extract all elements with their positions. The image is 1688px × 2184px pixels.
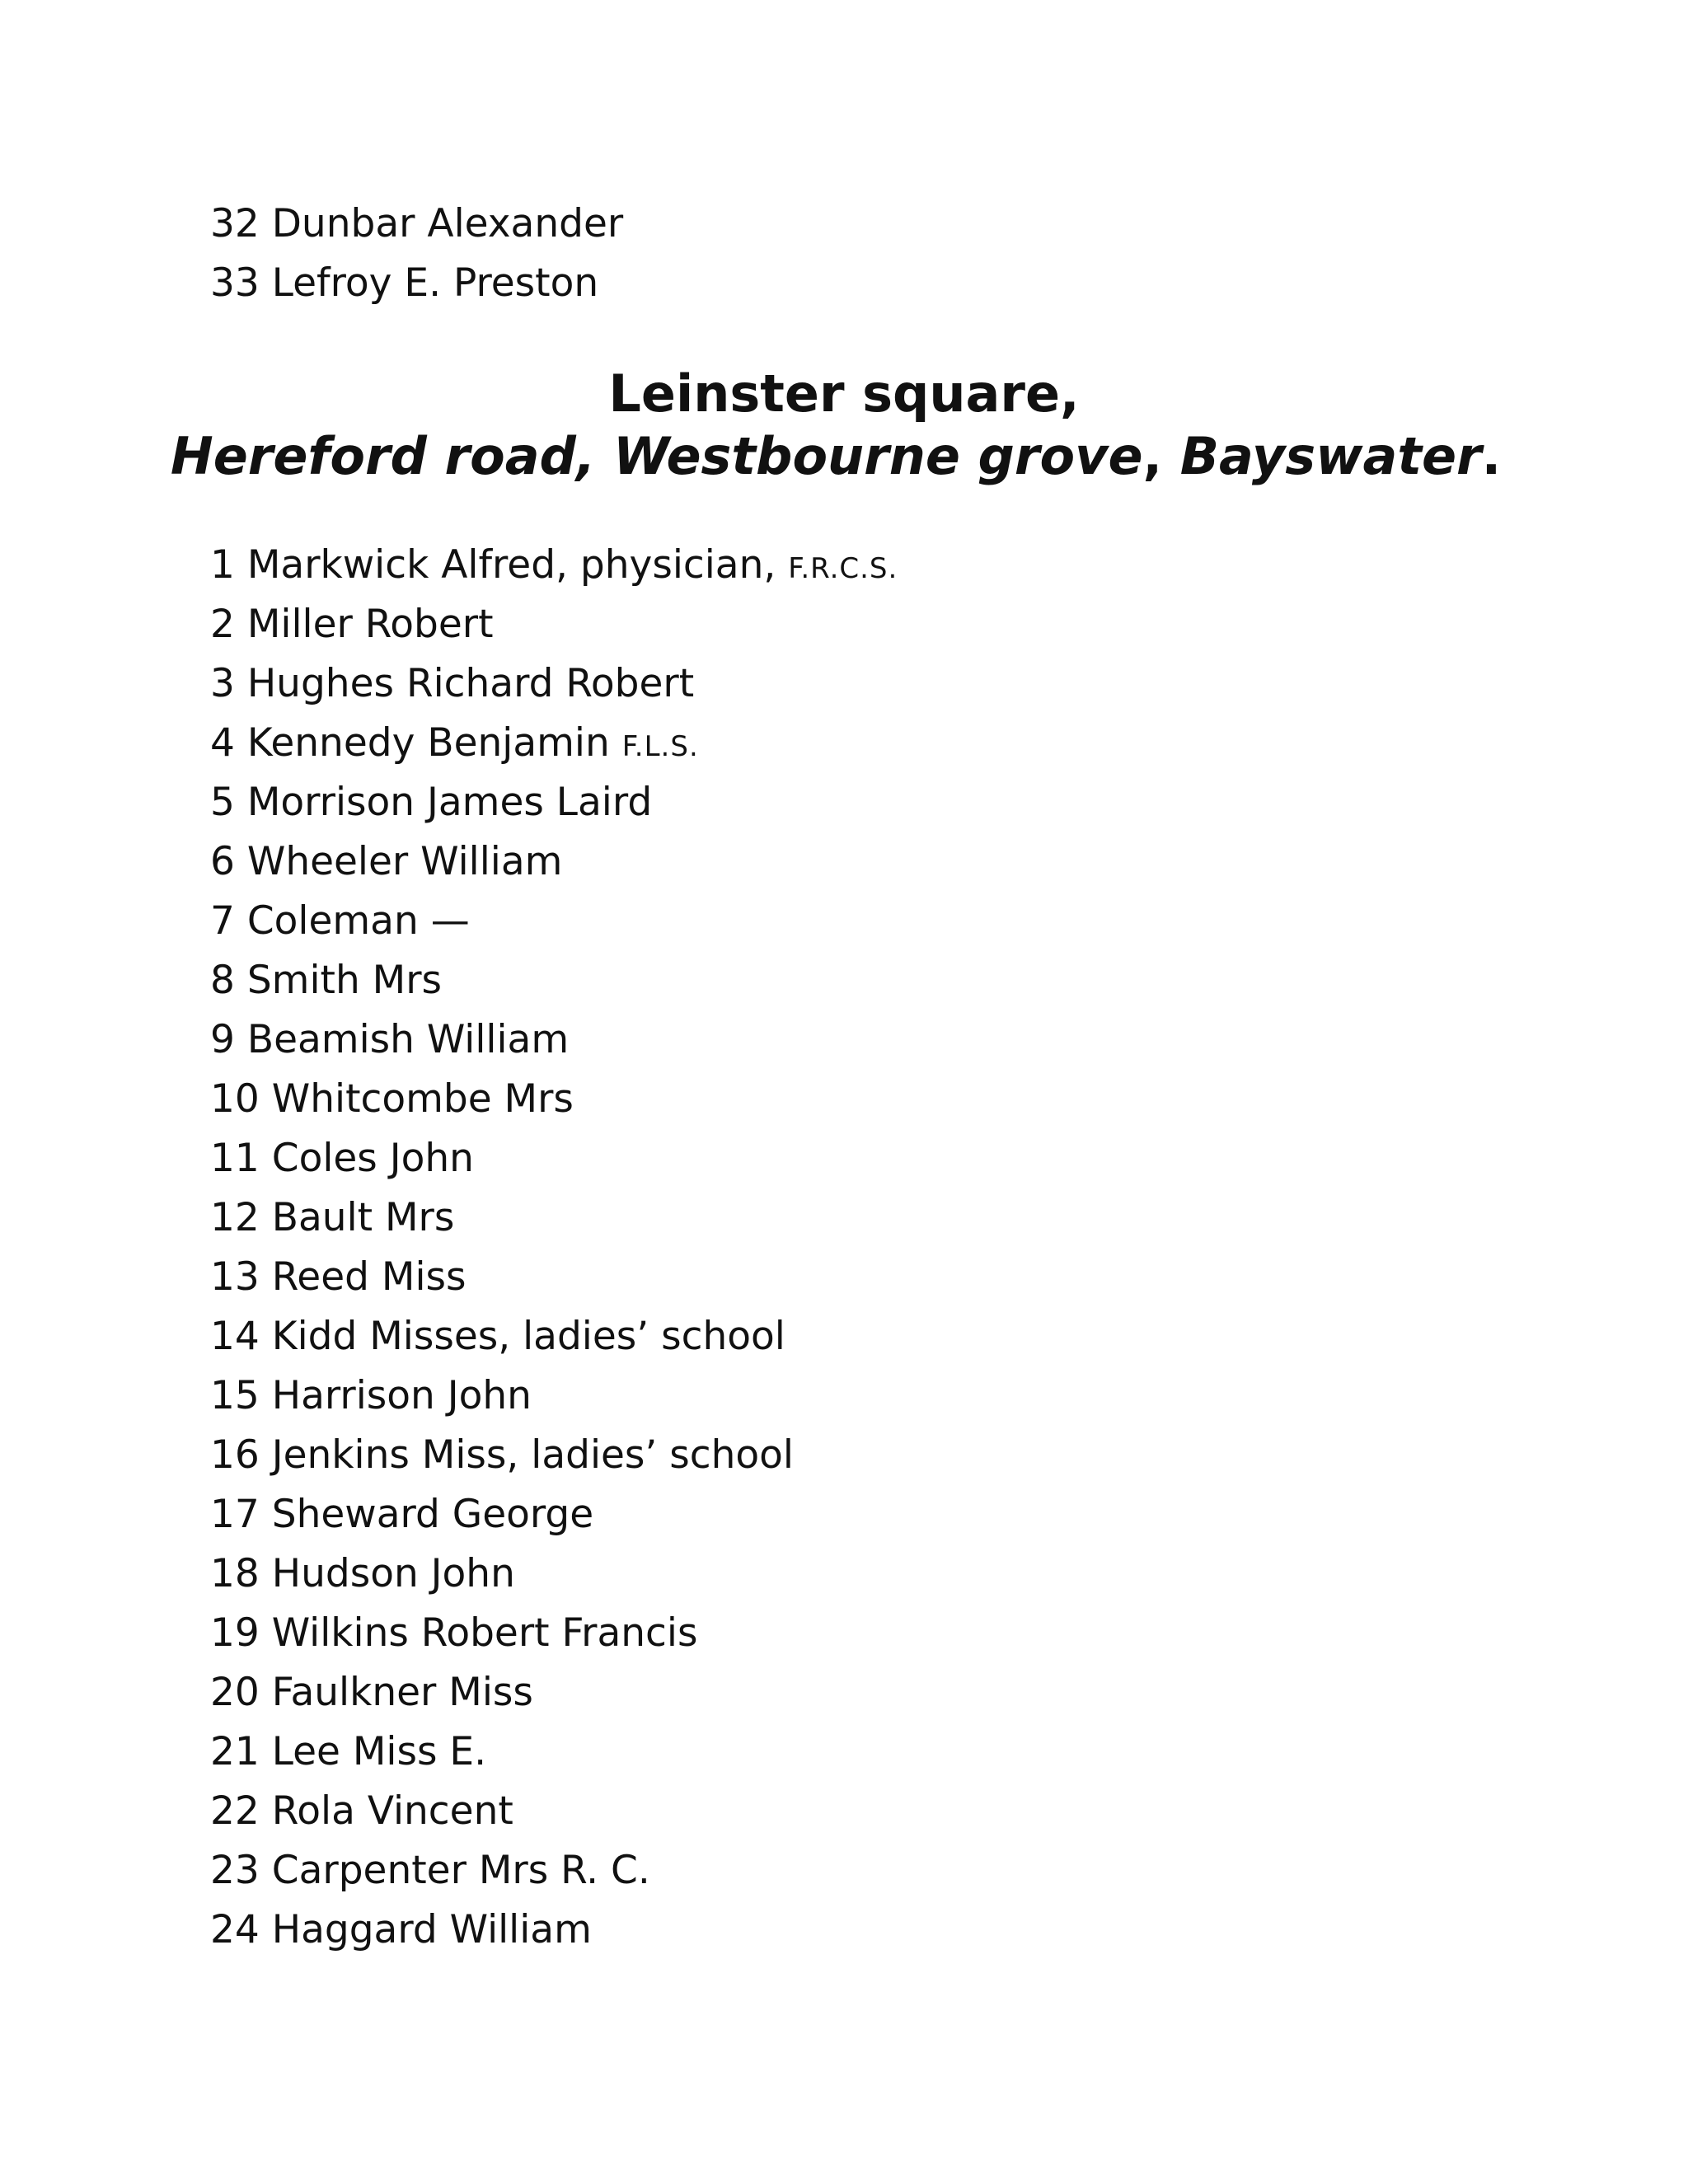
directory-entry	[210, 1010, 898, 1070]
entry-text: 22 Rola Vincent	[210, 1788, 513, 1834]
entry-text: 23 Carpenter Mrs R. C.	[210, 1848, 650, 1893]
directory-entry	[210, 1841, 898, 1900]
directory-entry	[210, 1782, 898, 1841]
entry-text: 8 Smith Mrs	[210, 958, 443, 1003]
entry-text: 6 Wheeler William	[210, 839, 563, 884]
subheading-separator: ,	[1142, 426, 1163, 486]
entry-text: 10 Whitcombe Mrs	[210, 1076, 574, 1122]
directory-entry	[210, 1485, 898, 1544]
directory-entry	[210, 1604, 898, 1663]
entry-qualification: F.R.C.S.	[788, 552, 898, 585]
entry-text: 15 Harrison John	[210, 1373, 532, 1418]
street-subheading	[0, 424, 1688, 490]
directory-entry	[210, 1722, 898, 1782]
directory-entry	[210, 1663, 898, 1722]
entry-text: 14 Kidd Misses, ladies’ school	[210, 1314, 785, 1359]
directory-entry	[210, 194, 623, 254]
directory-entry	[210, 773, 898, 832]
street-heading: Leinster square,	[608, 363, 1080, 424]
entry-text: 1 Markwick Alfred, physician,	[210, 542, 789, 588]
directory-entry	[210, 1900, 898, 1960]
entry-text: 13 Reed Miss	[210, 1254, 467, 1300]
subheading-roads: Hereford road, Westbourne grove	[170, 426, 1143, 486]
directory-entry	[210, 654, 898, 714]
entry-text: 12 Bault Mrs	[210, 1195, 455, 1240]
continued-entry-list	[210, 194, 623, 313]
entry-text: 33 Lefroy E. Preston	[210, 260, 599, 306]
directory-entry	[210, 1426, 898, 1485]
entry-text: 19 Wilkins Robert Francis	[210, 1610, 698, 1656]
directory-entry	[210, 1248, 898, 1307]
directory-entry	[210, 595, 898, 654]
directory-entry	[210, 1544, 898, 1604]
entry-text: 9 Beamish William	[210, 1017, 570, 1062]
entry-list	[210, 536, 898, 1960]
subheading-end: .	[1481, 426, 1502, 486]
entry-text: 20 Faulkner Miss	[210, 1670, 533, 1715]
directory-entry	[210, 1188, 898, 1248]
directory-entry	[210, 1366, 898, 1426]
entry-text: 24 Haggard William	[210, 1907, 592, 1952]
entry-text: 7 Coleman —	[210, 898, 470, 944]
subheading-place: Bayswater	[1179, 426, 1482, 486]
entry-text: 4 Kennedy Benjamin	[210, 720, 622, 766]
entry-text: 21 Lee Miss E.	[210, 1729, 487, 1774]
entry-text: 2 Miller Robert	[210, 602, 494, 647]
directory-entry	[210, 536, 898, 595]
directory-entry	[210, 714, 898, 773]
directory-entry	[210, 1129, 898, 1188]
entry-text: 32 Dunbar Alexander	[210, 201, 624, 246]
entry-text: 11 Coles John	[210, 1136, 474, 1181]
directory-entry	[210, 951, 898, 1010]
directory-entry	[210, 832, 898, 892]
entry-text: 16 Jenkins Miss, ladies’ school	[210, 1432, 794, 1478]
entry-text: 3 Hughes Richard Robert	[210, 661, 695, 706]
entry-text: 18 Hudson John	[210, 1551, 515, 1596]
directory-entry	[210, 1307, 898, 1366]
entry-qualification: F.L.S.	[621, 730, 699, 763]
directory-entry	[210, 1070, 898, 1129]
entry-text: 5 Morrison James Laird	[210, 780, 653, 825]
entry-text: 17 Sheward George	[210, 1492, 594, 1537]
directory-entry	[210, 254, 623, 313]
directory-entry	[210, 892, 898, 951]
